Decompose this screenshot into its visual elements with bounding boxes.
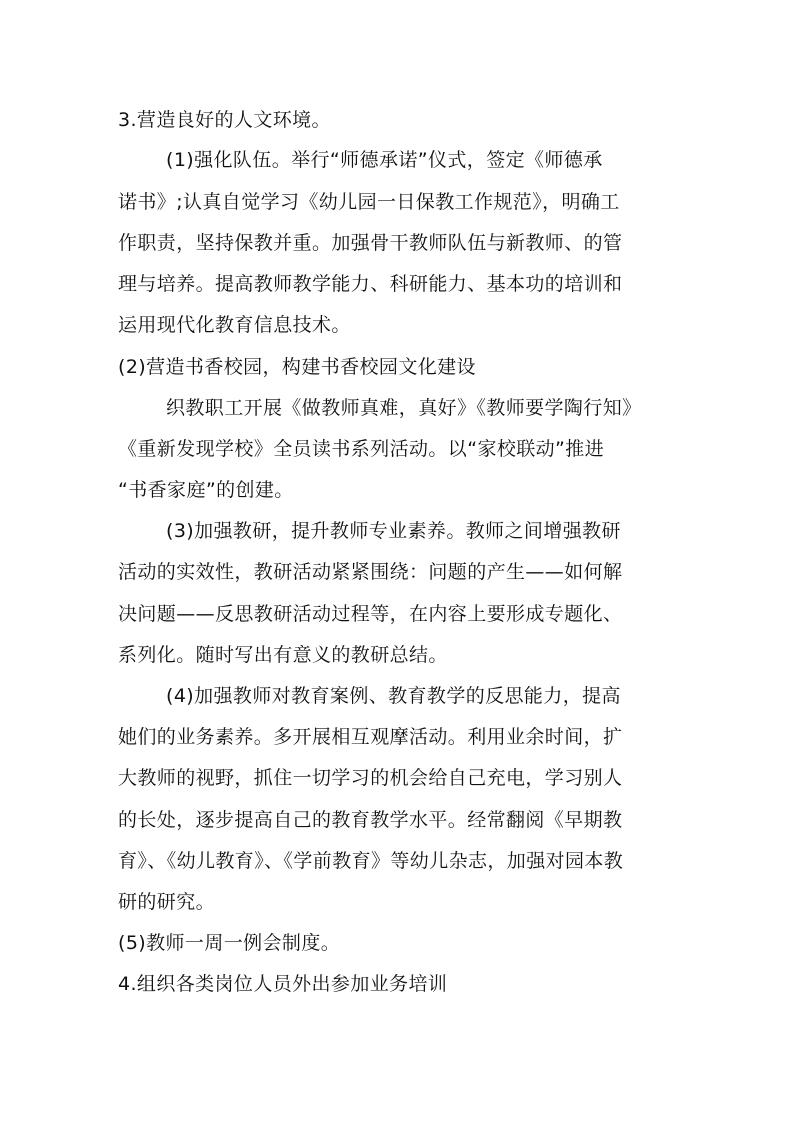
paragraph-line: 研的研究。 [118,891,216,913]
subheading-2: (2)营造书香校园，构建书香校园文化建设 [118,356,476,378]
paragraph-line: 的长处，逐步提高自己的教育教学水平。经常翻阅《早期教 [118,809,623,831]
paragraph-line: (1)强化队伍。举行“师德承诺”仪式，签定《师德承 [166,149,603,171]
paragraph-line: (3)加强教研，提升教师专业素养。教师之间增强教研 [166,520,621,542]
paragraph-line: 育》、《幼儿教育》、《学前教育》等幼儿杂志，加强对园本教 [118,850,624,872]
section-heading-4: 4.组织各类岗位人员外出参加业务培训 [118,973,448,995]
paragraph-line: 作职责，坚持保教并重。加强骨干教师队伍与新教师、的管 [118,232,623,254]
paragraph-line: 大教师的视野，抓住一切学习的机会给自己充电，学习别人 [118,767,623,789]
paragraph-line: 织教职工开展《做教师真难，真好》《教师要学陶行知》 [166,397,642,419]
paragraph-line: 她们的业务素养。多开展相互观摩活动。利用业余时间，扩 [118,726,623,748]
paragraph-line: 系列化。随时写出有意义的教研总结。 [118,644,448,666]
paragraph-line: 决问题——反思教研活动过程等，在内容上要形成专题化、 [118,603,623,625]
section-heading-3: 3.营造良好的人文环境。 [118,109,331,131]
paragraph-line: 运用现代化教育信息技术。 [118,314,351,336]
paragraph-line: “书香家庭”的创建。 [118,479,294,501]
paragraph-line: 活动的实效性，教研活动紧紧围绕：问题的产生——如何解 [118,561,623,583]
paragraph-line: (4)加强教师对教育案例、教育教学的反思能力，提高 [166,685,621,707]
paragraph-line: 诺书》;认真自觉学习《幼儿园一日保教工作规范》，明确工 [118,191,620,213]
subheading-5: (5)教师一周一例会制度。 [118,932,341,954]
paragraph-line: 《重新发现学校》全员读书系列活动。以“家校联动”推进 [118,438,605,460]
paragraph-line: 理与培养。提高教师教学能力、科研能力、基本功的培训和 [118,273,623,295]
